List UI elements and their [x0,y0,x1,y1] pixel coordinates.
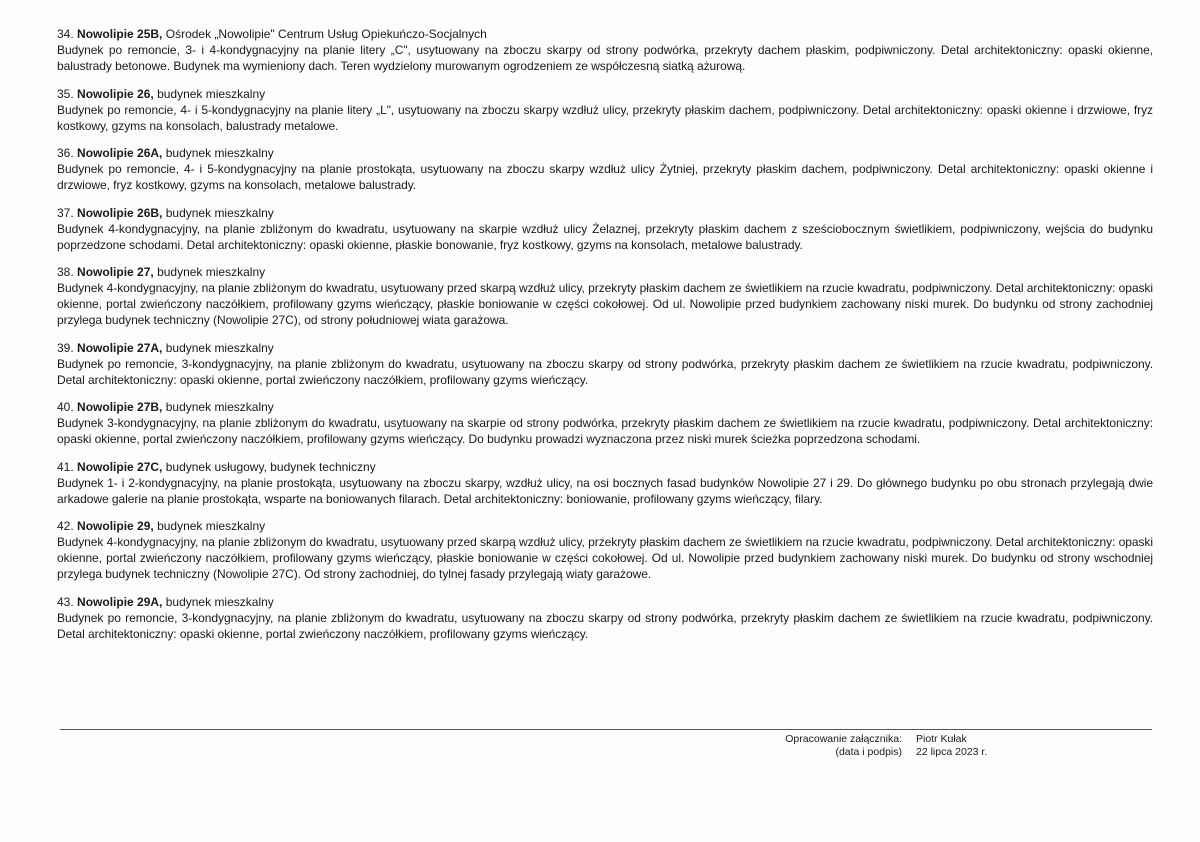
list-item [57,340,1153,388]
footer-label-date-signature: (data i podpis) [835,746,902,758]
entry-number: 41. [57,459,74,474]
footer-label-prepared: Opracowanie załącznika: [785,733,902,745]
entry-heading [57,518,1153,534]
list-item [57,86,1153,134]
footer-values [916,733,1036,759]
list-item [57,26,1153,74]
entry-address: Nowolipie 27, [77,265,154,279]
entry-type: budynek mieszkalny [165,340,274,355]
entry-description: Budynek po remoncie, 3- i 4-kondygnacyjny na planie litery „C", usytuowany na zboczu skarpy od strony podwórka, przekryty dachem płaskim, podpiwniczony. Detal architektoniczny: opaski okienne, balustrady betonowe. Budynek ma wymieniony dach. Teren wydzielony murowanym ogrodzeniem ze współczesną siatką ażurową. [57,43,1153,73]
entry-number: 43. [57,594,74,609]
entry-heading [57,399,1153,415]
entry-address: Nowolipie 27A, [77,340,163,355]
entry-address: Nowolipie 26B, [77,205,163,220]
entry-address: Nowolipie 27B, [77,400,163,414]
entry-description: Budynek po remoncie, 4- i 5-kondygnacyjny na planie litery „L", usytuowany na zboczu skarpy wzdłuż ulicy, przekryty płaskim dachem, podpiwniczony. Detal architektoniczny: opaski okienne i drzwiowe, fryz kostkowy, gzyms na konsolach, balustrady metalowe. [57,102,1153,133]
list-item [57,399,1153,447]
entry-type: budynek mieszkalny [165,205,274,220]
entry-type: budynek mieszkalny [157,519,266,533]
entry-type: budynek mieszkalny [165,400,274,414]
entry-heading [57,459,1153,475]
entry-address: Nowolipie 25B, [77,27,163,41]
footer-labels [740,733,902,759]
entry-address: Nowolipie 29A, [77,594,163,609]
entry-heading [57,26,1153,42]
entry-type: budynek mieszkalny [157,265,266,279]
entry-number: 42. [57,519,74,533]
entry-heading [57,594,1153,610]
entry-description: Budynek 4-kondygnacyjny, na planie zbliżonym do kwadratu, usytuowany na skarpie wzdłuż ulicy Żelaznej, przekryty płaskim dachem z sześciobocznym świetlikiem, podpiwniczony, wejścia do budynku poprzedzone schodami. Detal architektoniczny: opaski okienne, płaskie bonowanie, fryz kostkowy, gzyms na konsolach, metalowe balustrady. [57,221,1153,252]
entry-number: 37. [57,205,74,220]
list-item [57,594,1153,642]
entry-type: budynek usługowy, budynek techniczny [165,459,376,474]
list-item [57,459,1153,507]
entry-heading [57,340,1153,356]
entry-description: Budynek 4-kondygnacyjny, na planie zbliżonym do kwadratu, usytuowany przed skarpą wzdłuż ulicy, przekryty płaskim dachem ze świetlikiem na rzucie kwadratu, podpiwniczony. Detal architektoniczny: opaski okienne, portal zwieńczony naczółkiem, profilowany gzyms wieńczący, płaskie boniowanie w części cokołowej. Od ul. Nowolipie przed budynkiem zachowany niski murek. Do budynku od strony wschodniej przylega budynek techniczny (Nowolipie 27C). Od strony zachodniej, do tylnej fasady przylegają wiaty garażowe. [57,535,1153,581]
entry-description: Budynek 4-kondygnacyjny, na planie zbliżonym do kwadratu, usytuowany przed skarpą wzdłuż ulicy, przekryty płaskim dachem ze świetlikiem na rzucie kwadratu, podpiwniczony. Detal architektoniczny: opaski okienne, portal zwieńczony naczółkiem, profilowany gzyms wieńczący, płaskie boniowanie w części cokołowej. Od ul. Nowolipie przed budynkiem zachowany niski murek. Do budynku od strony zachodniej przylega budynek techniczny (Nowolipie 27C), od strony południowej wiata garażowa. [57,281,1153,327]
entry-heading [57,86,1153,102]
footer-author: Piotr Kułak [916,733,967,745]
entry-description: Budynek po remoncie, 4- i 5-kondygnacyjny na planie prostokąta, usytuowany na zboczu skarpy wzdłuż ulicy Żytniej, przekryty płaskim dachem, podpiwniczony. Detal architektoniczny: opaski okienne i drzwiowe, fryz kostkowy, gzyms na konsolach, metalowe balustrady. [57,162,1153,192]
list-item [57,264,1153,328]
entry-number: 40. [57,400,74,414]
entry-address: Nowolipie 29, [77,519,154,533]
list-item [57,518,1153,582]
entry-number: 39. [57,340,74,355]
entry-number: 35. [57,86,74,101]
entry-number: 34. [57,27,74,41]
entry-type: Ośrodek „Nowolipie" Centrum Usług Opiekuńczo-Socjalnych [165,27,487,41]
entries-list [57,26,1153,653]
footer-date: 22 lipca 2023 r. [916,746,988,758]
list-item [57,145,1153,193]
entry-address: Nowolipie 27C, [77,459,163,474]
entry-heading [57,145,1153,161]
entry-type: budynek mieszkalny [157,86,266,101]
entry-description: Budynek 3-kondygnacyjny, na planie zbliżonym do kwadratu, usytuowany na skarpie od strony podwórka, przekryty płaskim dachem ze świetlikiem na rzucie kwadratu, podpiwniczony. Detal architektoniczny: opaski okienne, portal zwieńczony naczółkiem, profilowany gzyms wieńczący. Do budynku prowadzi wyznaczona przez niski murek ścieżka poprzedzona schodami. [57,416,1153,446]
entry-description: Budynek 1- i 2-kondygnacyjny, na planie prostokąta, usytuowany na zboczu skarpy, wzdłuż ulicy, na osi bocznych fasad budynków Nowolipie 27 i 29. Do głównego budynku po obu stronach przylegają dwie arkadowe galerie na planie prostokąta, wsparte na boniowanych filarach. Detal architektoniczny: boniowanie, profilowany gzyms wieńczący, filary. [57,475,1153,506]
entry-description: Budynek po remoncie, 3-kondygnacyjny, na planie zbliżonym do kwadratu, usytuowany na zboczu skarpy od strony podwórka, przekryty płaskim dachem ze świetlikiem na rzucie kwadratu, podpiwniczony. Detal architektoniczny: opaski okienne, portal zwieńczony naczółkiem, profilowany gzyms wieńczący. [57,356,1153,387]
entry-heading [57,205,1153,221]
entry-address: Nowolipie 26, [77,86,154,101]
entry-heading [57,264,1153,280]
entry-type: budynek mieszkalny [165,146,274,160]
entry-address: Nowolipie 26A, [77,146,163,160]
entry-number: 36. [57,146,74,160]
footer-divider [60,729,1152,730]
entry-number: 38. [57,265,74,279]
entry-type: budynek mieszkalny [165,594,274,609]
list-item [57,205,1153,253]
entry-description: Budynek po remoncie, 3-kondygnacyjny, na planie zbliżonym do kwadratu, usytuowany na zboczu skarpy od strony podwórka, przekryty płaskim dachem ze świetlikiem na rzucie kwadratu, podpiwniczony. Detal architektoniczny: opaski okienne, portal zwieńczony naczółkiem, profilowany gzyms wieńczący. [57,610,1153,641]
